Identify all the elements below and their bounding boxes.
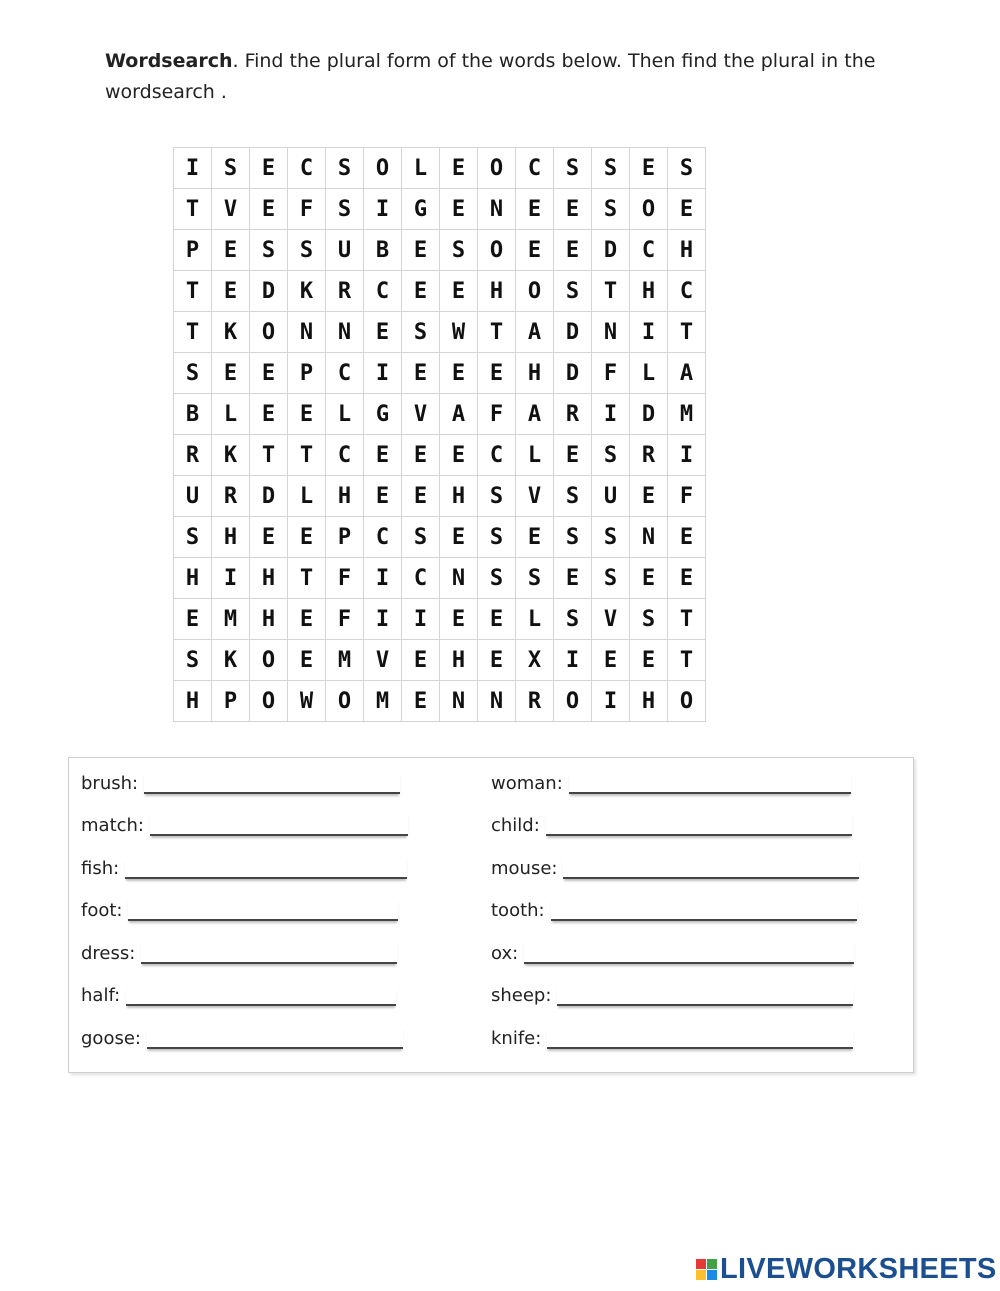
grid-cell[interactable]: E — [630, 558, 668, 599]
grid-cell[interactable]: S — [630, 599, 668, 640]
grid-cell[interactable]: H — [478, 271, 516, 312]
grid-cell[interactable]: E — [288, 599, 326, 640]
grid-cell[interactable]: A — [516, 312, 554, 353]
grid-cell[interactable]: S — [592, 558, 630, 599]
answer-input-line[interactable] — [126, 982, 396, 1006]
answer-row-goose — [81, 1019, 403, 1049]
grid-row — [174, 312, 706, 353]
answer-label: knife: — [491, 1028, 542, 1049]
answer-row-child — [491, 806, 852, 836]
grid-cell[interactable]: F — [668, 476, 706, 517]
grid-cell[interactable]: N — [288, 312, 326, 353]
grid-cell[interactable]: O — [326, 681, 364, 722]
grid-row — [174, 558, 706, 599]
grid-cell[interactable]: S — [402, 517, 440, 558]
grid-cell[interactable]: O — [364, 148, 402, 189]
answer-label: woman: — [491, 773, 563, 794]
grid-cell[interactable]: H — [212, 517, 250, 558]
grid-cell[interactable]: M — [668, 394, 706, 435]
grid-cell[interactable]: I — [592, 681, 630, 722]
grid-cell[interactable]: E — [440, 271, 478, 312]
grid-cell[interactable]: W — [288, 681, 326, 722]
answer-row-dress — [81, 934, 397, 964]
grid-cell[interactable]: K — [212, 640, 250, 681]
grid-cell[interactable]: K — [288, 271, 326, 312]
grid-cell[interactable]: O — [516, 271, 554, 312]
grid-cell[interactable]: S — [592, 517, 630, 558]
answer-label: foot: — [81, 900, 123, 921]
grid-cell[interactable]: C — [630, 230, 668, 271]
grid-cell[interactable]: T — [288, 558, 326, 599]
grid-cell[interactable]: E — [554, 435, 592, 476]
answer-input-line[interactable] — [557, 982, 853, 1006]
answer-box — [68, 757, 914, 1073]
grid-cell[interactable]: M — [212, 599, 250, 640]
grid-cell[interactable]: S — [326, 189, 364, 230]
grid-cell[interactable]: T — [668, 599, 706, 640]
grid-cell[interactable]: V — [516, 476, 554, 517]
grid-row — [174, 230, 706, 271]
answer-row-foot — [81, 891, 398, 921]
grid-cell[interactable]: N — [630, 517, 668, 558]
grid-row — [174, 599, 706, 640]
grid-cell[interactable]: N — [440, 558, 478, 599]
grid-cell[interactable]: S — [174, 353, 212, 394]
grid-cell[interactable]: H — [326, 476, 364, 517]
logo-square — [696, 1259, 706, 1269]
grid-cell[interactable]: T — [174, 312, 212, 353]
grid-cell[interactable]: H — [630, 271, 668, 312]
grid-row — [174, 148, 706, 189]
logo-mark-icon — [696, 1259, 717, 1280]
grid-cell[interactable]: S — [668, 148, 706, 189]
grid-cell[interactable]: C — [364, 271, 402, 312]
grid-cell[interactable]: N — [478, 681, 516, 722]
answer-label: dress: — [81, 943, 136, 964]
grid-cell[interactable]: O — [478, 230, 516, 271]
grid-row — [174, 476, 706, 517]
answer-label: fish: — [81, 858, 120, 879]
grid-cell[interactable]: E — [516, 189, 554, 230]
grid-cell[interactable]: S — [592, 148, 630, 189]
grid-cell[interactable]: E — [440, 148, 478, 189]
answer-label: ox: — [491, 943, 519, 964]
grid-cell[interactable]: P — [288, 353, 326, 394]
grid-cell[interactable]: S — [592, 189, 630, 230]
grid-cell[interactable]: I — [364, 189, 402, 230]
answer-input-line[interactable] — [569, 770, 851, 794]
grid-cell[interactable]: D — [630, 394, 668, 435]
grid-cell[interactable]: E — [516, 230, 554, 271]
grid-row — [174, 681, 706, 722]
grid-cell[interactable]: E — [402, 230, 440, 271]
grid-cell[interactable]: F — [478, 394, 516, 435]
grid-cell[interactable]: V — [364, 640, 402, 681]
grid-cell[interactable]: T — [592, 271, 630, 312]
grid-cell[interactable]: S — [478, 517, 516, 558]
grid-cell[interactable]: T — [250, 435, 288, 476]
grid-cell[interactable]: S — [554, 599, 592, 640]
answer-input-line[interactable] — [547, 1025, 853, 1049]
grid-cell[interactable]: I — [364, 558, 402, 599]
grid-cell[interactable]: I — [364, 353, 402, 394]
grid-cell[interactable]: D — [554, 353, 592, 394]
grid-row — [174, 189, 706, 230]
grid-cell[interactable]: D — [250, 271, 288, 312]
answer-row-mouse — [491, 849, 859, 879]
grid-cell[interactable]: E — [478, 353, 516, 394]
grid-cell[interactable]: E — [630, 148, 668, 189]
grid-cell[interactable]: C — [668, 271, 706, 312]
grid-cell[interactable]: N — [326, 312, 364, 353]
grid-cell[interactable]: E — [250, 353, 288, 394]
answer-input-line[interactable] — [563, 855, 859, 879]
grid-cell[interactable]: S — [554, 517, 592, 558]
grid-cell[interactable]: S — [174, 640, 212, 681]
grid-cell[interactable]: L — [288, 476, 326, 517]
grid-cell[interactable]: O — [250, 312, 288, 353]
grid-cell[interactable]: L — [630, 353, 668, 394]
answer-input-line[interactable] — [147, 1025, 403, 1049]
grid-cell[interactable]: E — [212, 230, 250, 271]
grid-cell[interactable]: H — [440, 640, 478, 681]
grid-cell[interactable]: M — [326, 640, 364, 681]
grid-cell[interactable]: E — [288, 394, 326, 435]
grid-cell[interactable]: H — [516, 353, 554, 394]
grid-cell[interactable]: I — [174, 148, 212, 189]
grid-cell[interactable]: L — [516, 599, 554, 640]
grid-cell[interactable]: C — [516, 148, 554, 189]
grid-cell[interactable]: R — [630, 435, 668, 476]
grid-cell[interactable]: E — [402, 681, 440, 722]
grid-cell[interactable]: A — [516, 394, 554, 435]
grid-cell[interactable]: O — [668, 681, 706, 722]
grid-cell[interactable]: L — [402, 148, 440, 189]
answer-row-sheep — [491, 976, 853, 1006]
grid-cell[interactable]: A — [668, 353, 706, 394]
grid-cell[interactable]: E — [554, 230, 592, 271]
grid-cell[interactable]: F — [592, 353, 630, 394]
answer-input-line[interactable] — [546, 812, 852, 836]
answer-row-fish — [81, 849, 407, 879]
grid-cell[interactable]: L — [326, 394, 364, 435]
grid-cell[interactable]: A — [440, 394, 478, 435]
grid-cell[interactable]: O — [478, 148, 516, 189]
grid-cell[interactable]: P — [174, 230, 212, 271]
grid-cell[interactable]: E — [478, 640, 516, 681]
grid-cell[interactable]: C — [402, 558, 440, 599]
grid-cell[interactable]: X — [516, 640, 554, 681]
grid-cell[interactable]: H — [250, 599, 288, 640]
answer-label: half: — [81, 985, 121, 1006]
grid-cell[interactable]: L — [212, 394, 250, 435]
grid-cell[interactable]: F — [326, 599, 364, 640]
answer-row-woman — [491, 764, 851, 794]
answer-input-line[interactable] — [128, 897, 398, 921]
grid-cell[interactable]: I — [668, 435, 706, 476]
grid-cell[interactable]: E — [288, 517, 326, 558]
answer-label: tooth: — [491, 900, 545, 921]
grid-cell[interactable]: I — [364, 599, 402, 640]
grid-cell[interactable]: E — [668, 517, 706, 558]
grid-cell[interactable]: E — [516, 517, 554, 558]
grid-cell[interactable]: E — [554, 189, 592, 230]
grid-cell[interactable]: E — [440, 599, 478, 640]
logo-square — [707, 1259, 717, 1269]
grid-cell[interactable]: S — [554, 148, 592, 189]
grid-cell[interactable]: S — [554, 476, 592, 517]
grid-cell[interactable]: R — [174, 435, 212, 476]
grid-cell[interactable]: E — [174, 599, 212, 640]
grid-cell[interactable]: N — [478, 189, 516, 230]
answer-row-tooth — [491, 891, 857, 921]
grid-cell[interactable]: S — [288, 230, 326, 271]
grid-cell[interactable]: U — [592, 476, 630, 517]
grid-row — [174, 353, 706, 394]
grid-cell[interactable]: S — [516, 558, 554, 599]
grid-cell[interactable]: C — [288, 148, 326, 189]
grid-cell[interactable]: T — [478, 312, 516, 353]
grid-cell[interactable]: S — [592, 435, 630, 476]
grid-cell[interactable]: D — [592, 230, 630, 271]
grid-row — [174, 435, 706, 476]
answer-row-half — [81, 976, 396, 1006]
answer-row-knife — [491, 1019, 853, 1049]
grid-row — [174, 394, 706, 435]
instructions — [105, 46, 885, 108]
grid-cell[interactable]: C — [326, 353, 364, 394]
logo-text: LIVEWORKSHEETS — [720, 1253, 997, 1285]
grid-cell[interactable]: E — [478, 599, 516, 640]
instructions-text: . Find the plural form of the words below. Then find the plural in the wordsearch . — [105, 50, 876, 103]
answer-label: goose: — [81, 1028, 141, 1049]
grid-cell[interactable]: C — [478, 435, 516, 476]
grid-cell[interactable]: R — [554, 394, 592, 435]
grid-cell[interactable]: F — [288, 189, 326, 230]
grid-cell[interactable]: S — [478, 476, 516, 517]
grid-cell[interactable]: S — [478, 558, 516, 599]
grid-cell[interactable]: S — [212, 148, 250, 189]
grid-cell[interactable]: E — [440, 435, 478, 476]
grid-cell[interactable]: S — [440, 230, 478, 271]
grid-cell[interactable]: H — [630, 681, 668, 722]
grid-cell[interactable]: D — [554, 312, 592, 353]
grid-cell[interactable]: E — [364, 476, 402, 517]
grid-cell[interactable]: R — [516, 681, 554, 722]
grid-cell[interactable]: S — [402, 312, 440, 353]
grid-cell[interactable]: S — [174, 517, 212, 558]
grid-cell[interactable]: E — [364, 435, 402, 476]
answer-label: child: — [491, 815, 540, 836]
grid-cell[interactable]: O — [554, 681, 592, 722]
grid-cell[interactable]: V — [402, 394, 440, 435]
answer-label: brush: — [81, 773, 139, 794]
grid-cell[interactable]: K — [212, 312, 250, 353]
grid-cell[interactable]: E — [402, 353, 440, 394]
grid-cell[interactable]: E — [212, 353, 250, 394]
answer-row-brush — [81, 764, 400, 794]
grid-cell[interactable]: L — [516, 435, 554, 476]
wordsearch-grid — [173, 147, 706, 722]
grid-cell[interactable]: T — [174, 189, 212, 230]
grid-cell[interactable]: T — [668, 312, 706, 353]
grid-cell[interactable]: C — [326, 435, 364, 476]
grid-cell[interactable]: D — [250, 476, 288, 517]
grid-cell[interactable]: E — [250, 189, 288, 230]
grid-cell[interactable]: E — [364, 312, 402, 353]
answer-row-ox — [491, 934, 854, 964]
grid-cell[interactable]: M — [364, 681, 402, 722]
logo-square — [696, 1270, 706, 1280]
grid-row — [174, 271, 706, 312]
grid-cell[interactable]: E — [592, 640, 630, 681]
grid-cell[interactable]: E — [630, 476, 668, 517]
grid-cell[interactable]: E — [554, 558, 592, 599]
grid-cell[interactable]: T — [174, 271, 212, 312]
grid-cell[interactable]: E — [250, 517, 288, 558]
grid-cell[interactable]: R — [212, 476, 250, 517]
grid-cell[interactable]: U — [174, 476, 212, 517]
answer-row-match — [81, 806, 408, 836]
grid-cell[interactable]: P — [326, 517, 364, 558]
answer-input-line[interactable] — [144, 770, 400, 794]
grid-cell[interactable]: N — [440, 681, 478, 722]
answer-input-line[interactable] — [551, 897, 857, 921]
grid-cell[interactable]: F — [326, 558, 364, 599]
grid-cell[interactable]: O — [630, 189, 668, 230]
grid-cell[interactable]: T — [668, 640, 706, 681]
grid-cell[interactable]: S — [326, 148, 364, 189]
grid-row — [174, 517, 706, 558]
grid-cell[interactable]: E — [402, 640, 440, 681]
grid-cell[interactable]: I — [402, 599, 440, 640]
answer-label: mouse: — [491, 858, 558, 879]
grid-cell[interactable]: R — [326, 271, 364, 312]
grid-cell[interactable]: I — [592, 394, 630, 435]
grid-cell[interactable]: V — [592, 599, 630, 640]
grid-cell[interactable]: H — [250, 558, 288, 599]
answer-input-line[interactable] — [524, 940, 854, 964]
grid-cell[interactable]: U — [326, 230, 364, 271]
grid-cell[interactable]: B — [364, 230, 402, 271]
grid-cell[interactable]: E — [402, 476, 440, 517]
grid-cell[interactable]: S — [554, 271, 592, 312]
grid-cell[interactable]: I — [554, 640, 592, 681]
grid-row — [174, 640, 706, 681]
grid-cell[interactable]: H — [174, 681, 212, 722]
grid-cell[interactable]: P — [212, 681, 250, 722]
grid-cell[interactable]: I — [212, 558, 250, 599]
grid-cell[interactable]: N — [592, 312, 630, 353]
grid-cell[interactable]: E — [668, 558, 706, 599]
grid-cell[interactable]: O — [250, 640, 288, 681]
answer-label: sheep: — [491, 985, 552, 1006]
grid-cell[interactable]: H — [174, 558, 212, 599]
grid-cell[interactable]: B — [174, 394, 212, 435]
liveworksheets-logo — [696, 1253, 997, 1286]
grid-cell[interactable]: H — [440, 476, 478, 517]
grid-cell[interactable]: E — [250, 394, 288, 435]
grid-cell[interactable]: C — [364, 517, 402, 558]
grid-cell[interactable]: E — [402, 435, 440, 476]
grid-cell[interactable]: E — [630, 640, 668, 681]
grid-cell[interactable]: S — [250, 230, 288, 271]
grid-cell[interactable]: K — [212, 435, 250, 476]
grid-cell[interactable]: G — [402, 189, 440, 230]
grid-cell[interactable]: E — [668, 189, 706, 230]
logo-square — [707, 1270, 717, 1280]
grid-cell[interactable]: E — [212, 271, 250, 312]
answer-input-line[interactable] — [141, 940, 397, 964]
grid-cell[interactable]: T — [288, 435, 326, 476]
answer-input-line[interactable] — [125, 855, 407, 879]
grid-cell[interactable]: E — [250, 148, 288, 189]
grid-cell[interactable]: G — [364, 394, 402, 435]
instructions-title: Wordsearch — [105, 50, 233, 72]
grid-cell[interactable]: E — [440, 189, 478, 230]
grid-cell[interactable]: H — [668, 230, 706, 271]
grid-cell[interactable]: E — [440, 353, 478, 394]
grid-cell[interactable]: W — [440, 312, 478, 353]
answer-input-line[interactable] — [150, 812, 408, 836]
answer-label: match: — [81, 815, 144, 836]
grid-cell[interactable]: O — [250, 681, 288, 722]
grid-cell[interactable]: E — [440, 517, 478, 558]
grid-cell[interactable]: V — [212, 189, 250, 230]
grid-cell[interactable]: E — [402, 271, 440, 312]
grid-cell[interactable]: I — [630, 312, 668, 353]
grid-cell[interactable]: E — [288, 640, 326, 681]
